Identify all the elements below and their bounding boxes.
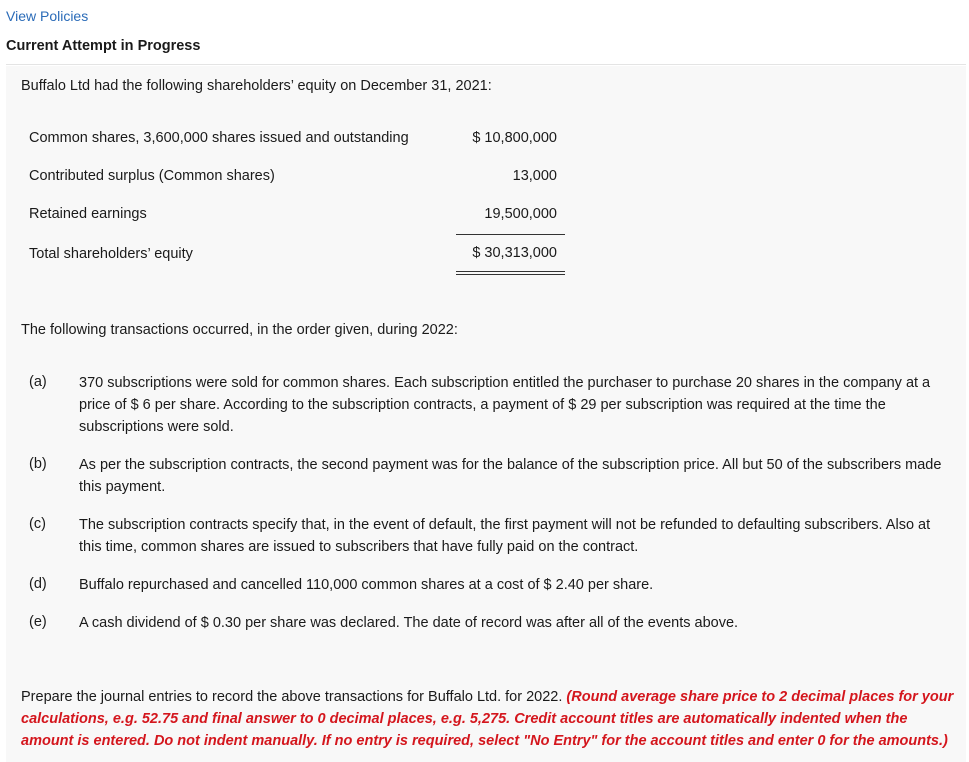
view-policies-link[interactable]: View Policies <box>6 8 89 24</box>
transaction-label-e: (e) <box>29 614 47 630</box>
transaction-text-d: Buffalo repurchased and cancelled 110,000 common shares at a cost of $ 2.40 per share. <box>79 577 654 593</box>
transactions-intro: The following transactions occurred, in the order given, during 2022: <box>21 322 458 338</box>
problem-intro: Buffalo Ltd had the following shareholders’ equity on December 31, 2021: <box>21 78 492 94</box>
equity-label-total: Total shareholders’ equity <box>29 246 193 262</box>
transaction-text-b: As per the subscription contracts, the second payment was for the balance of the subscription price. All but 50 of the subscribers made this payment. <box>79 457 942 495</box>
equity-label-common-shares: Common shares, 3,600,000 shares issued and outstanding <box>29 130 409 146</box>
instructions-rounding-note: (Round average share price to 2 decimal places for your calculations, e.g. 52.75 and final answer to 0 decimal places, e.g. 5,275. Credit account titles are automatically indented when the amount is entered. Do not indent manually. If no entry is required, select "No Entry" for the account titles and enter 0 for the amounts.) <box>21 689 954 749</box>
equity-amount-contributed-surplus: 13,000 <box>512 168 557 184</box>
instructions <box>21 686 956 752</box>
subtotal-rule <box>456 234 565 235</box>
header-divider <box>6 64 966 65</box>
transaction-text-a: 370 subscriptions were sold for common shares. Each subscription entitled the purchaser to purchase 20 shares in the company at a price of $ 6 per share. According to the subscription contracts, a payment of $ 29 per subscription was required at the time the subscriptions were sold. <box>79 375 931 435</box>
equity-amount-total: $ 30,313,000 <box>472 245 557 261</box>
instructions-plain: Prepare the journal entries to record the above transactions for Buffalo Ltd. for 2022. <box>21 689 567 705</box>
equity-amount-retained-earnings: 19,500,000 <box>484 206 557 222</box>
transaction-label-d: (d) <box>29 576 47 592</box>
transaction-label-a: (a) <box>29 374 47 390</box>
transaction-text-e: A cash dividend of $ 0.30 per share was declared. The date of record was after all of the events above. <box>79 615 739 631</box>
transaction-label-c: (c) <box>29 516 46 532</box>
equity-label-contributed-surplus: Contributed surplus (Common shares) <box>29 168 275 184</box>
equity-label-retained-earnings: Retained earnings <box>29 206 147 222</box>
transaction-text-c: The subscription contracts specify that, in the event of default, the first payment will not be refunded to defaulting subscribers. Also at this time, common shares are issued to subscribers that have fully paid on the contract. <box>79 517 931 555</box>
total-double-rule <box>456 271 565 275</box>
attempt-title: Current Attempt in Progress <box>6 38 201 54</box>
equity-amount-common-shares: $ 10,800,000 <box>472 130 557 146</box>
transaction-label-b: (b) <box>29 456 47 472</box>
